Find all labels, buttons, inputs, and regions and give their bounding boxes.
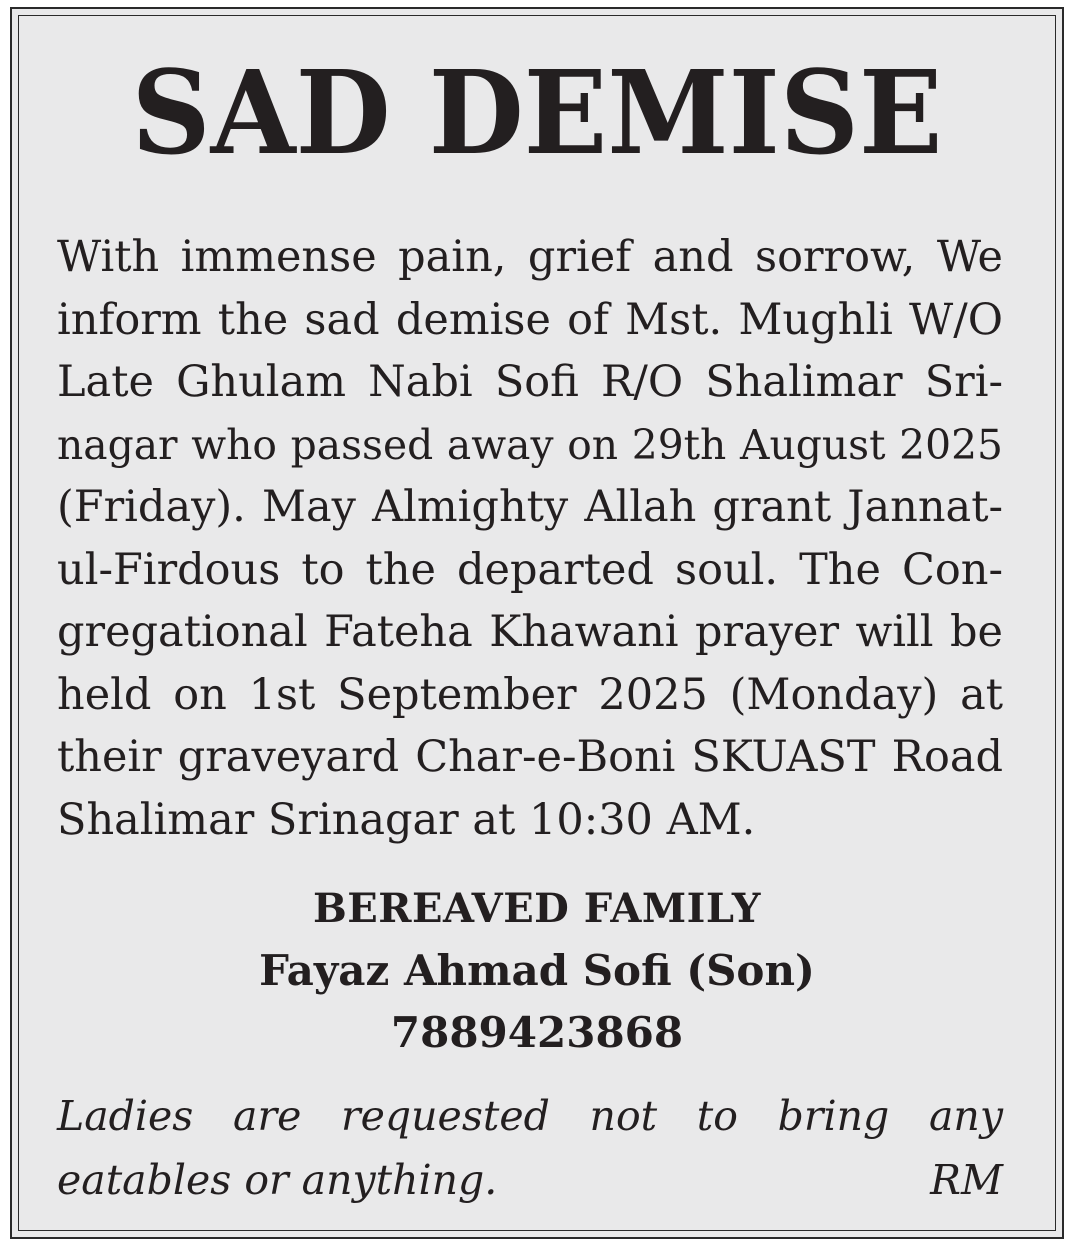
signoff-block (19, 878, 1055, 1064)
body-line: With immense pain, grief and sorrow, We (57, 232, 1003, 282)
body-line: Shalimar Srinagar at 10:30 AM. (57, 794, 756, 845)
notice-title: SAD DEMISE (131, 44, 943, 181)
body-line: Late Ghulam Nabi Sofi R/O Shalimar Sri- (57, 357, 1003, 407)
body-line: inform the sad demise of Mst. Mughli W/O (57, 294, 1003, 345)
body-line: nagar who passed away on 29th August 2025 (57, 420, 1003, 469)
footnote-initials: RM (930, 1156, 1003, 1204)
bereaved-family-label: BEREAVED FAMILY (313, 885, 761, 932)
footnote-line: Ladies are requested not to bring any (57, 1092, 1003, 1140)
body-line: their graveyard Char-e-Boni SKUAST Road (57, 732, 1003, 782)
body-line: (Friday). May Almighty Allah grant Jannat- (57, 482, 1003, 532)
contact-name: Fayaz Ahmad Sofi (Son) (259, 946, 815, 995)
footnote-block (57, 1084, 1003, 1212)
body-line: ul-Firdous to the departed soul. The Con- (57, 544, 1003, 595)
contact-phone: 7889423868 (390, 1008, 684, 1057)
footnote-line: eatables or anything. (57, 1156, 498, 1204)
footnote-last-row (57, 1148, 1003, 1212)
notice-inner-border (18, 15, 1056, 1231)
notice-outer-border (10, 7, 1064, 1239)
notice-body (57, 226, 1003, 851)
body-line: gregational Fateha Khawani prayer will be (57, 607, 1003, 657)
body-line: held on 1st September 2025 (Monday) at (57, 669, 1003, 720)
